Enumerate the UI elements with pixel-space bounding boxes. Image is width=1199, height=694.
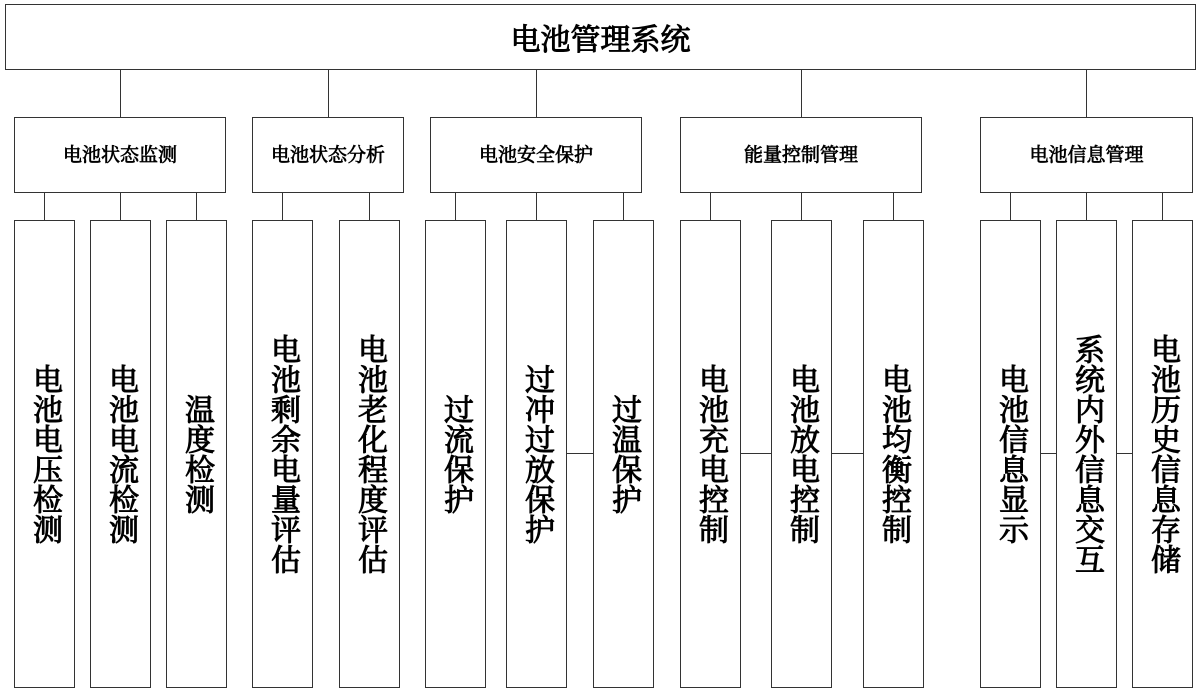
leaf-node-charge-control: 电池充电控制 <box>680 220 741 688</box>
leaf-node-discharge-control: 电池放电控制 <box>771 220 832 688</box>
leaf-node-info-display: 电池信息显示 <box>980 220 1041 688</box>
leaf-node-current-detection: 电池电流检测 <box>90 220 151 688</box>
leaf-node-temperature-detection: 温度检测 <box>166 220 227 688</box>
leaf-node-balance-control: 电池均衡控制 <box>863 220 924 688</box>
category-node-status-analysis: 电池状态分析 <box>252 117 404 193</box>
leaf-node-remaining-capacity: 电池剩余电量评估 <box>252 220 313 688</box>
leaf-node-voltage-detection: 电池电压检测 <box>14 220 75 688</box>
leaf-node-info-exchange: 系统内外信息交互 <box>1056 220 1117 688</box>
leaf-node-aging-assessment: 电池老化程度评估 <box>339 220 400 688</box>
leaf-node-history-storage: 电池历史信息存储 <box>1132 220 1193 688</box>
category-node-safety-protection: 电池安全保护 <box>430 117 642 193</box>
leaf-node-overcurrent-protection: 过流保护 <box>425 220 486 688</box>
category-node-info-management: 电池信息管理 <box>980 117 1193 193</box>
leaf-node-overcharge-discharge-protection: 过冲过放保护 <box>506 220 567 688</box>
root-node: 电池管理系统 <box>5 4 1196 70</box>
leaf-node-overtemperature-protection: 过温保护 <box>593 220 654 688</box>
category-node-energy-control: 能量控制管理 <box>680 117 922 193</box>
category-node-status-monitoring: 电池状态监测 <box>14 117 226 193</box>
